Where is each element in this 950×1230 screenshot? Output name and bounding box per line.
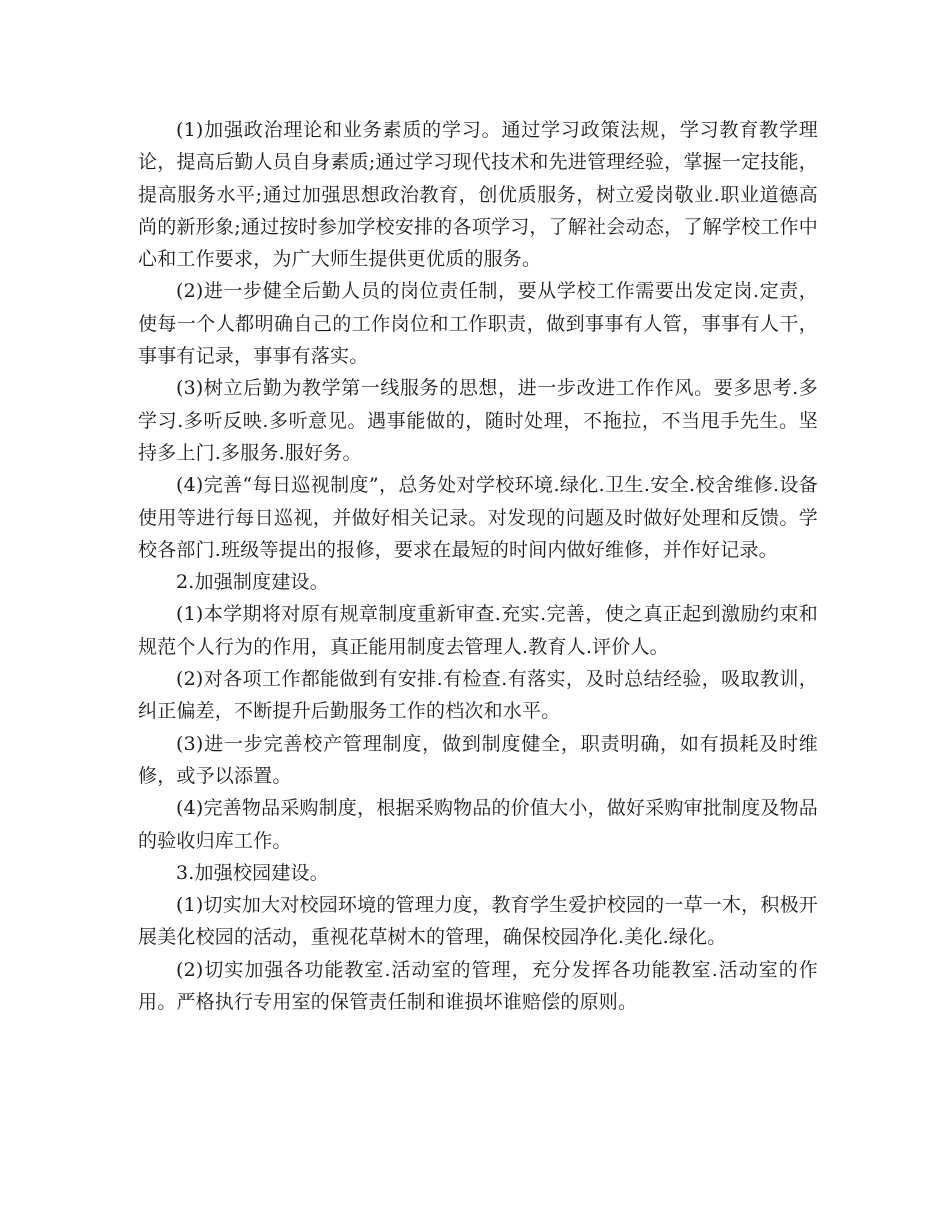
section-heading: 3.加强校园建设。 — [176, 861, 329, 884]
paragraph: (3)树立后勤为教学第一线服务的思想，进一步改进工作作风。要多思考.多学习.多听反映.多听意见。遇事能做的，随时处理，不拖拉，不当甩手先生。坚持多上门.多服务.服好务。 — [138, 377, 818, 464]
paragraph: (2)进一步健全后勤人员的岗位责任制，要从学校工作需要出发定岗.定责，使每一个人都明确自己的工作岗位和工作职责，做到事事有人管，事事有人干，事事有记录，事事有落实。 — [138, 280, 818, 368]
document-body — [138, 114, 818, 1018]
paragraph: (3)进一步完善校产管理制度，做到制度健全，职责明确，如有损耗及时维修，或予以添置。 — [138, 732, 818, 787]
paragraph: (4)完善“每日巡视制度”，总务处对学校环境.绿化.卫生.安全.校舍维修.设备使用等进行每日巡视，并做好相关记录。对发现的问题及时做好处理和反馈。学校各部门.班级等提出的报修，要求在最短的时间内做好维修，并作好记录。 — [138, 474, 818, 561]
paragraph: (1)切实加大对校园环境的管理力度，教育学生爱护校园的一草一木，积极开展美化校园的活动，重视花草树木的管理，确保校园净化.美化.绿化。 — [138, 894, 818, 949]
paragraph: (1)本学期将对原有规章制度重新审查.充实.完善，使之真正起到激励约束和规范个人行为的作用，真正能用制度去管理人.教育人.评价人。 — [138, 603, 818, 658]
paragraph: (2)对各项工作都能做到有安排.有检查.有落实，及时总结经验，吸取教训，纠正偏差，不断提升后勤服务工作的档次和水平。 — [138, 668, 818, 723]
paragraph: (2)切实加强各功能教室.活动室的管理，充分发挥各功能教室.活动室的作用。严格执行专用室的保管责任制和谁损坏谁赔偿的原则。 — [138, 958, 818, 1014]
paragraph: (4)完善物品采购制度，根据采购物品的价值大小，做好采购审批制度及物品的验收归库工作。 — [138, 797, 818, 852]
section-heading: 2.加强制度建设。 — [176, 571, 329, 594]
paragraph: (1)加强政治理论和业务素质的学习。通过学习政策法规，学习教育教学理论，提高后勤人员自身素质;通过学习现代技术和先进管理经验，掌握一定技能，提高服务水平;通过加强思想政治教育，创优质服务，树立爱岗敬业.职业道德高尚的新形象;通过按时参加学校安排的各项学习，了解社会动态，了解学校工作中心和工作要求，为广大师生提供更优质的服务。 — [138, 119, 818, 271]
